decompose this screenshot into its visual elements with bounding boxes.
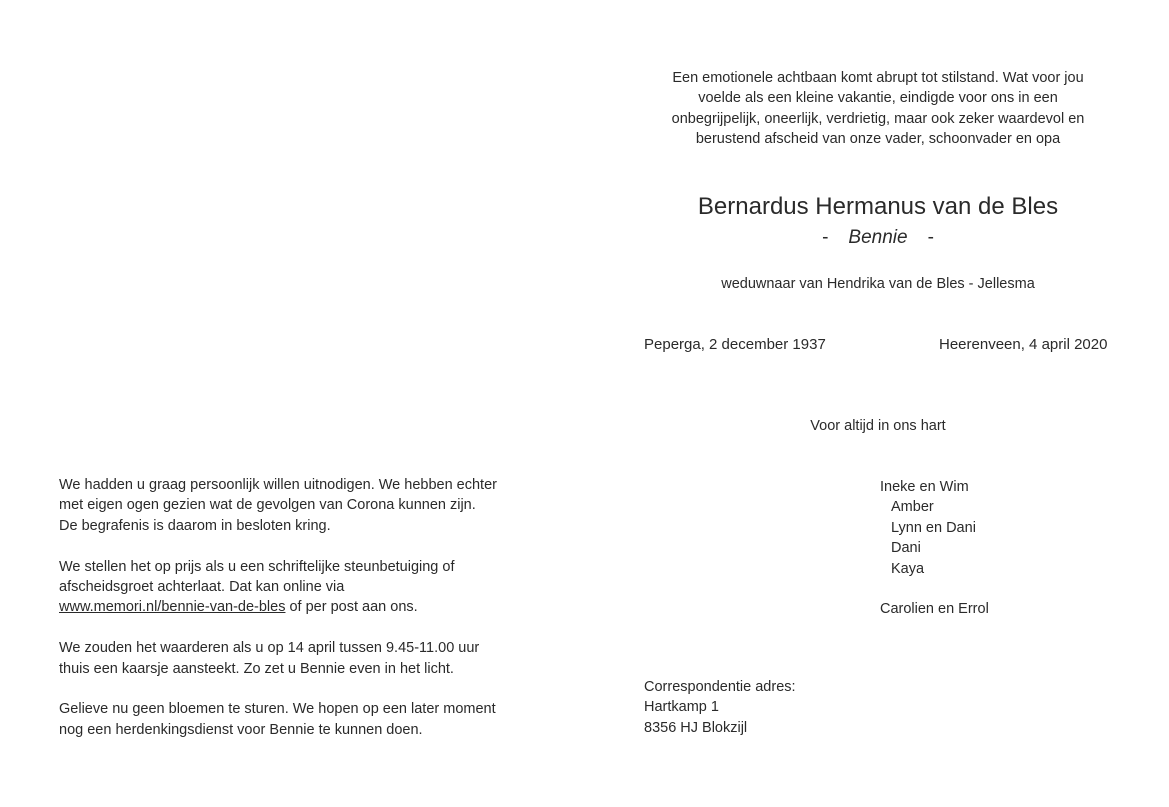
- message-line: Gelieve nu geen bloemen te sturen. We hopen op een later moment: [59, 701, 496, 718]
- motto: Voor altijd in ons hart: [810, 418, 946, 434]
- widower-line: weduwnaar van Hendrika van de Bles - Jellesma: [721, 276, 1035, 292]
- memori-link[interactable]: www.memori.nl/bennie-van-de-bles: [59, 599, 286, 616]
- family-head: Ineke en Wim: [880, 479, 969, 495]
- nickname-dash-right: -: [927, 227, 934, 248]
- correspondence-street: Hartkamp 1: [644, 699, 719, 716]
- message-line: nog een herdenkingsdienst voor Bennie te kunnen doen.: [59, 721, 423, 738]
- message-paragraph-candle: [59, 638, 579, 679]
- message-paragraph-condolence: [59, 557, 579, 618]
- death-place-date: Heerenveen, 4 april 2020: [939, 336, 1108, 353]
- birth-place-date: Peperga, 2 december 1937: [644, 336, 826, 353]
- message-line: [59, 597, 579, 617]
- family-child: Amber: [891, 499, 934, 516]
- intro-text: [628, 68, 1128, 149]
- nickname-dash-left: -: [822, 227, 829, 248]
- deceased-full-name: Bernardus Hermanus van de Bles: [697, 193, 1059, 220]
- message-line: We stellen het op prijs als u een schriftelijke steunbetuiging of: [59, 558, 455, 575]
- family-child: Kaya: [891, 560, 925, 577]
- message-line: We hadden u graag persoonlijk willen uitnodigen. We hebben echter: [59, 477, 497, 493]
- family-message: [59, 475, 579, 761]
- family-head: Carolien en Errol: [880, 601, 989, 618]
- message-line: De begrafenis is daarom in besloten kring.: [59, 517, 331, 534]
- message-link-tail: of per post aan ons.: [285, 599, 418, 616]
- deceased-nickname: Bennie: [848, 227, 908, 248]
- family-list: [880, 477, 989, 620]
- message-line: thuis een kaarsje aansteekt. Zo zet u Bennie even in het licht.: [59, 660, 454, 677]
- message-paragraph-flowers: [59, 699, 579, 740]
- message-line: afscheidsgroet achterlaat. Dat kan online via: [59, 579, 345, 596]
- correspondence-city: 8356 HJ Blokzijl: [644, 719, 748, 736]
- intro-line: berustend afscheid van onze vader, schoonvader en opa: [695, 130, 1061, 147]
- message-line: We zouden het waarderen als u op 14 april tussen 9.45-11.00 uur: [59, 640, 480, 657]
- correspondence-label: Correspondentie adres:: [644, 679, 796, 695]
- correspondence-address: [644, 677, 796, 738]
- family-child: Dani: [891, 540, 921, 557]
- intro-line: voelde als een kleine vakantie, eindigde voor ons in een: [698, 90, 1058, 107]
- message-paragraph-funeral: [59, 475, 579, 536]
- intro-line: Een emotionele achtbaan komt abrupt tot stilstand. Wat voor jou: [672, 70, 1084, 86]
- message-line: met eigen ogen gezien wat de gevolgen van Corona kunnen zijn.: [59, 497, 476, 514]
- intro-line: onbegrijpelijk, oneerlijk, verdrietig, maar ook zeker waardevol en: [671, 110, 1085, 127]
- deceased-nickname-line: [628, 226, 1128, 250]
- family-child: Lynn en Dani: [891, 519, 976, 536]
